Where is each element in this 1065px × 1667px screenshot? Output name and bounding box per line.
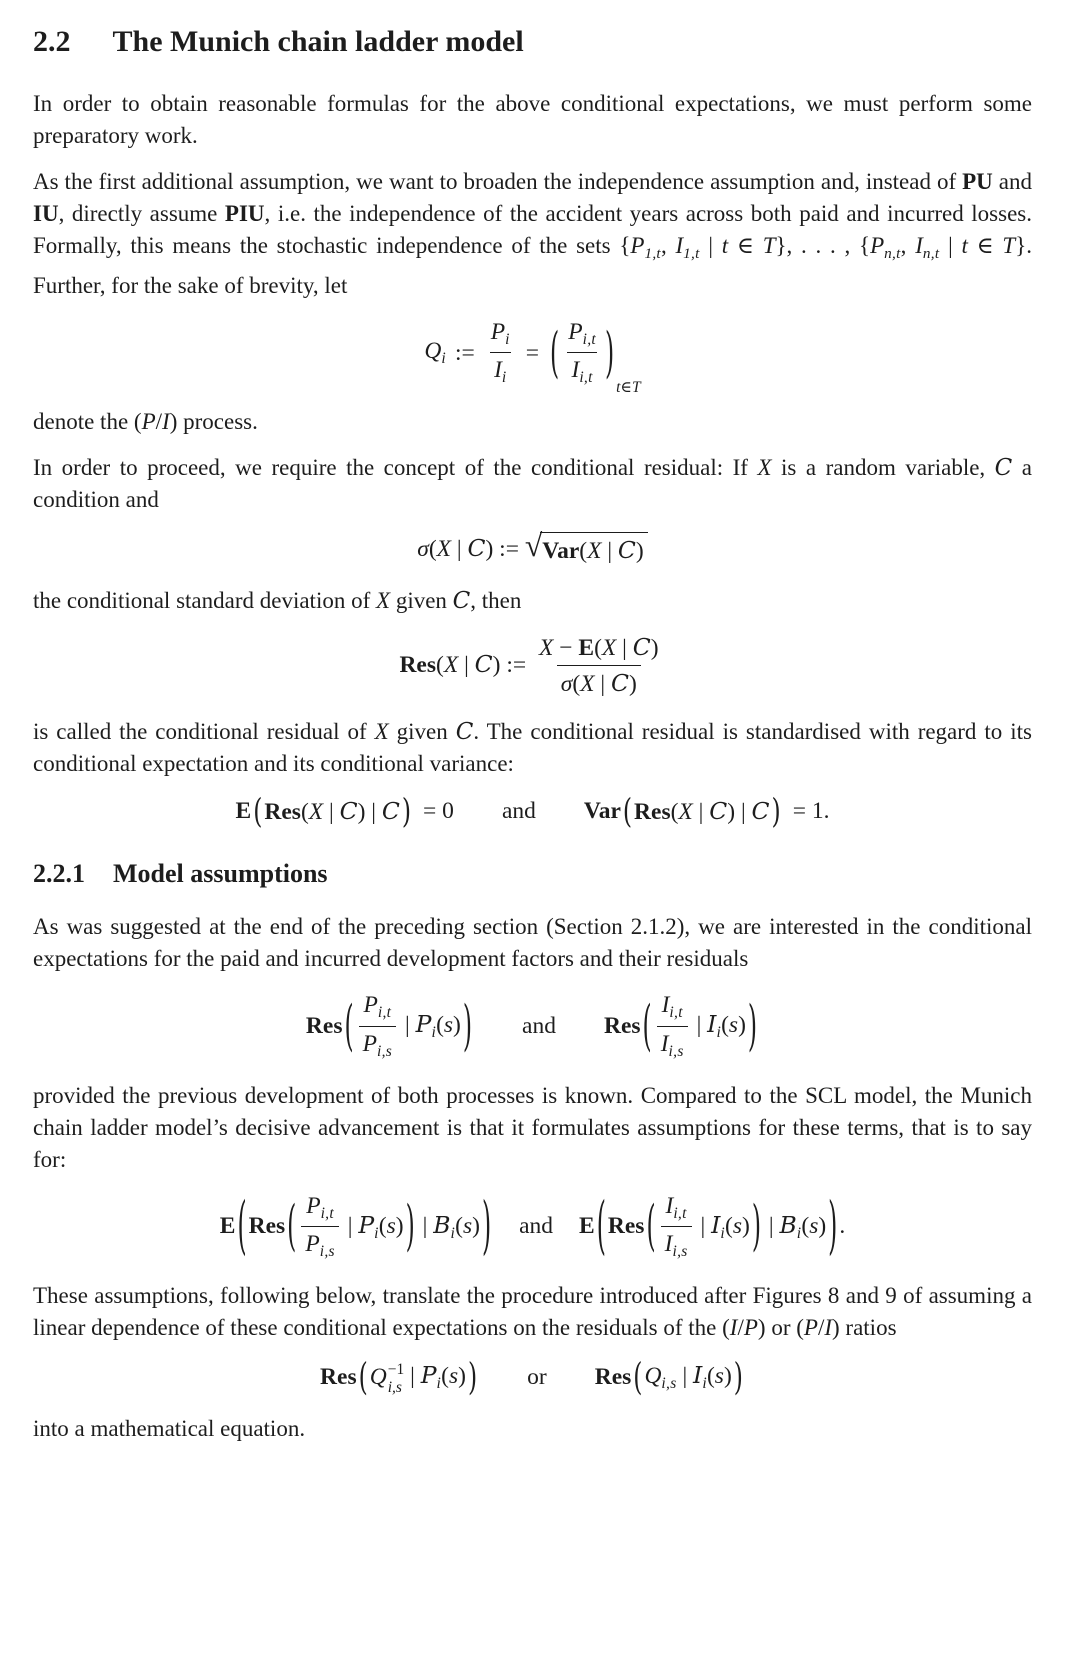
- section-number: 2.2: [33, 25, 71, 58]
- math-head: Var: [583, 798, 621, 825]
- connector-word: and: [522, 1013, 556, 1040]
- sup-sub-stack: [388, 1361, 405, 1397]
- paragraph-conditional-residual-intro: In order to proceed, we require the concept of the conditional residual: If X is a random variable, C a condition and: [33, 454, 1032, 512]
- fraction: [564, 318, 600, 388]
- paragraph-provided-development: provided the previous development of both processes is known. Compared to the SCL model, the Munich chain ladder model’s decisive advancement is that it formulates assumptions for these terms, that is to say for:: [33, 1082, 1032, 1172]
- big-right-paren: ): [481, 1188, 492, 1263]
- big-right-paren: ): [405, 1193, 415, 1259]
- paragraph-std-dev: the conditional standard deviation of X given C, then: [33, 587, 522, 614]
- big-left-paren: (: [550, 320, 560, 385]
- big-right-paren: ): [401, 790, 412, 832]
- paragraph-assumption-piu: As the first additional assumption, we want to broaden the independence assumption and, instead of PU and IU, directly assume PIU, i.e. the independence of the accident years across both paid and incurred losses. Formally, this means the stochastic independence of the sets {$P_{1,t}$, $I_{1,t}$ | t ∈ T}, . . . , {$P_{n,t}$, $I_{n,t}$ | t ∈ T}. Further, for the sake of brevity, let: [33, 169, 1033, 298]
- paragraph-residual-called: is called the conditional residual of X given C. The conditional residual is standardised with regard to its conditional expectation and its conditional variance:: [33, 718, 1032, 776]
- paragraph-into-equation: into a mathematical equation.: [33, 1416, 306, 1442]
- paren-subscript: t∈T: [616, 378, 641, 396]
- fraction-numerator: $I_{i,t}$: [661, 992, 683, 1022]
- fraction: [487, 318, 514, 388]
- radical-icon: √: [524, 527, 543, 563]
- fraction: [657, 991, 688, 1061]
- big-left-paren: (: [253, 790, 263, 832]
- equation-mcl-assumptions: [33, 1188, 1032, 1263]
- big-right-paren: ): [605, 320, 615, 385]
- big-right-paren: ): [751, 1193, 761, 1259]
- fraction-numerator: $P_{i,t}$: [306, 1192, 334, 1222]
- math-base: Q: [369, 1364, 387, 1391]
- fraction-numerator: $P_{i,t}$: [363, 992, 392, 1022]
- math-condition: | $P_i(s)$: [404, 1361, 466, 1393]
- fraction: [535, 633, 663, 698]
- fraction-numerator: $I_{i,t}$: [665, 1192, 687, 1222]
- math-operator: Res: [248, 1213, 286, 1240]
- paragraph-denote-process: denote the (P/I) process.: [33, 408, 258, 434]
- equals-operator: =: [525, 339, 540, 366]
- fraction-denominator: $P_{i,s}$: [301, 1226, 339, 1262]
- equation-residual-properties: [33, 790, 1032, 832]
- math-tail: .: [839, 1213, 846, 1240]
- fraction: [301, 1192, 339, 1262]
- equation-q-definition: [33, 318, 1032, 396]
- connector-word: and: [501, 798, 536, 825]
- big-left-paren: (: [622, 790, 633, 832]
- fraction-denominator: $I_{i,t}$: [567, 352, 596, 388]
- fraction-numerator: $P_{i,t}$: [568, 318, 596, 348]
- big-left-paren: (: [633, 1354, 643, 1400]
- math-head: Res: [594, 1364, 632, 1391]
- math-head: Res: [305, 1013, 343, 1040]
- math-head: E: [219, 1213, 236, 1240]
- math-tail: = 0: [423, 798, 454, 825]
- fraction-denominator: $I_{i,s}$: [661, 1226, 692, 1262]
- math-lhs: Res(X | C) :=: [399, 650, 532, 679]
- big-left-paren: (: [237, 1188, 247, 1263]
- math-inner: Res(X | C) | C: [264, 796, 400, 825]
- equation-q-residuals: [33, 1354, 1032, 1400]
- math-condition: | $B_i(s)$: [416, 1210, 480, 1242]
- big-right-paren: ): [733, 1354, 743, 1400]
- equation-residual-definition: [33, 633, 1032, 698]
- connector-word: or: [527, 1364, 547, 1391]
- fraction-denominator: $I_{i,s}$: [657, 1026, 688, 1062]
- math-condition: | $P_i(s)$: [341, 1210, 404, 1242]
- big-right-paren: ): [747, 993, 758, 1059]
- big-left-paren: (: [596, 1188, 606, 1263]
- math-head: E: [235, 798, 252, 825]
- paragraph-model-assumptions-intro: As was suggested at the end of the preceding section (Section 2.1.2), we are interested in the conditional expectations for the paid and incurred development factors and their residuals: [33, 914, 1032, 972]
- equation-sigma-definition: [33, 527, 1032, 567]
- math-lhs: $Q_i$: [424, 338, 446, 368]
- superscript: −1: [387, 1360, 405, 1378]
- fraction-denominator: $P_{i,s}$: [359, 1026, 397, 1062]
- subsection-number: 2.2.1: [33, 859, 85, 889]
- math-lhs: σ(X | C) :=: [417, 534, 525, 563]
- fraction-numerator: X − E(X | C): [539, 632, 659, 661]
- subscript: i,s: [387, 1378, 402, 1396]
- connector-word: and: [519, 1213, 554, 1240]
- big-right-paren: ): [462, 993, 473, 1059]
- big-right-paren: ): [828, 1188, 838, 1263]
- radicand: Var(X | C): [540, 532, 647, 567]
- math-head: Res: [603, 1013, 641, 1040]
- math-condition: | $B_i(s)$: [762, 1210, 827, 1242]
- big-right-paren: ): [771, 790, 781, 832]
- assign-operator: :=: [455, 339, 475, 366]
- math-tail: = 1.: [792, 798, 830, 825]
- paragraph-intro: In order to obtain reasonable formulas for the above conditional expectations, we must perform some preparatory work.: [33, 91, 1032, 148]
- square-root: [524, 527, 648, 567]
- math-condition: | $I_i(s)$: [694, 1210, 750, 1242]
- math-condition: | $P_i(s)$: [399, 1010, 461, 1042]
- big-left-paren: (: [646, 1193, 656, 1259]
- fraction-denominator: $I_i$: [490, 352, 510, 388]
- big-left-paren: (: [642, 993, 652, 1059]
- big-left-paren: (: [287, 1193, 297, 1259]
- fraction: [661, 1192, 692, 1262]
- fraction: [359, 991, 397, 1061]
- fraction-denominator: σ(X | C): [557, 665, 641, 698]
- math-head: Res: [320, 1364, 357, 1391]
- subsection-title: Model assumptions: [113, 859, 328, 889]
- math-head: E: [579, 1213, 595, 1240]
- equation-development-residuals: [33, 991, 1032, 1061]
- math-base: $Q_{i,s}$: [644, 1362, 677, 1392]
- subsection-heading: [33, 857, 1032, 891]
- big-left-paren: (: [358, 1354, 368, 1400]
- math-condition: | $I_i(s)$: [676, 1361, 732, 1393]
- fraction-numerator: $P_i$: [490, 318, 510, 348]
- section-heading: [33, 22, 1032, 62]
- paragraph-translate-procedure: These assumptions, following below, translate the procedure introduced after Figures 8 and 9 of assuming a linear dependence of these conditional expectations on the residuals of the (I/P) or (P/I) ratios: [33, 1282, 1032, 1340]
- big-left-paren: (: [344, 993, 354, 1059]
- big-right-paren: ): [467, 1354, 478, 1400]
- section-title: The Munich chain ladder model: [112, 25, 524, 58]
- math-operator: Res: [607, 1213, 645, 1240]
- math-inner: Res(X | C) | C: [634, 796, 770, 825]
- math-condition: | $I_i(s)$: [690, 1010, 746, 1042]
